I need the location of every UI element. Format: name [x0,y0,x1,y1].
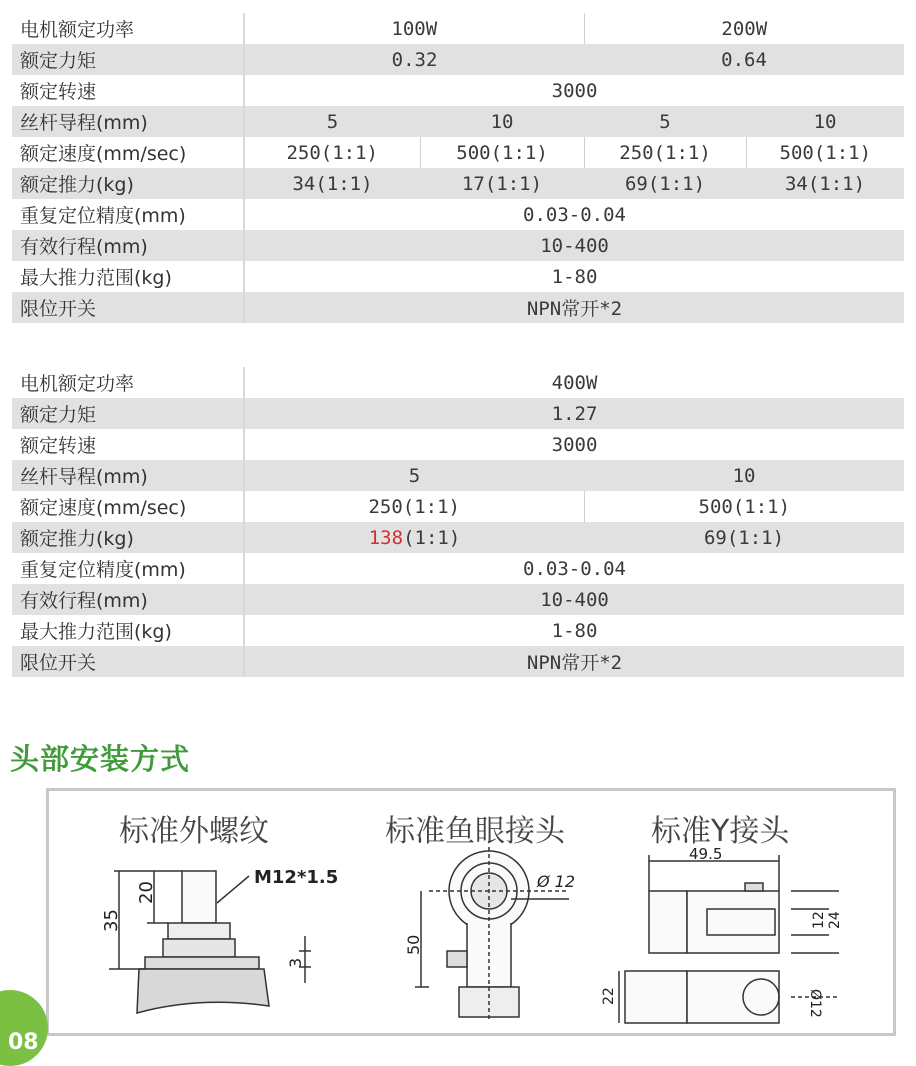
dim-20-label: 20 [136,881,157,904]
spec-cell: 400W [244,367,904,398]
spec-row [12,615,904,646]
spec-row [12,429,904,460]
spec-cell: 5 [244,460,584,491]
spec-cell: 200W [584,13,904,44]
spec-row [12,106,904,137]
spec-cell: 10 [584,460,904,491]
y-joint-title: 标准Y接头 [651,814,790,849]
spec-cell: 3000 [244,75,904,106]
highlighted-value: 138 [368,526,404,549]
spec-row-label: 电机额定功率 [12,13,244,44]
spec-row [12,522,904,553]
spec-cell: 3000 [244,429,904,460]
spec-row-label: 重复定位精度(mm) [12,199,244,230]
spec-cell: 10-400 [244,584,904,615]
thread-spec-label: M12*1.5 [254,867,339,888]
spec-row [12,261,904,292]
spec-cell: 250(1:1) [244,137,420,168]
y-dim-24-label: 24 [827,911,843,929]
fisheye-title: 标准鱼眼接头 [385,814,565,849]
spec-row [12,553,904,584]
y-dim-49-5-label: 49.5 [689,845,723,863]
spec-cell: 500(1:1) [746,137,904,168]
spec-row-label: 限位开关 [12,646,244,677]
spec-row-label: 额定转速 [12,429,244,460]
spec-row-label: 丝杆导程(mm) [12,106,244,137]
value-suffix: (1:1) [403,526,461,549]
spec-row [12,168,904,199]
spec-cell: 1-80 [244,615,904,646]
mounting-diagrams-panel [46,788,896,1036]
spec-row-label: 电机额定功率 [12,367,244,398]
spec-cell: 1.27 [244,398,904,429]
spec-cell [244,522,584,553]
dim-3-label: 3 [286,957,305,968]
spec-row-label: 限位开关 [12,292,244,323]
spec-cell: 69(1:1) [584,522,904,553]
spec-row [12,460,904,491]
spec-cell: 100W [244,13,584,44]
spec-cell: 500(1:1) [420,137,584,168]
spec-cell: 34(1:1) [746,168,904,199]
spec-row-label: 额定速度(mm/sec) [12,137,244,168]
spec-cell: 5 [584,106,746,137]
spec-row [12,398,904,429]
y-dim-22-label: 22 [601,987,617,1005]
spec-row-label: 最大推力范围(kg) [12,261,244,292]
spec-row-label: 有效行程(mm) [12,584,244,615]
spec-cell: 0.03-0.04 [244,199,904,230]
spec-cell: 0.03-0.04 [244,553,904,584]
spec-row-label: 额定推力(kg) [12,522,244,553]
spec-row [12,367,904,398]
spec-row-label: 额定力矩 [12,44,244,75]
spec-row [12,75,904,106]
spec-cell: 5 [244,106,420,137]
external-thread-drawing [101,867,338,1013]
spec-cell: 1-80 [244,261,904,292]
spec-row-label: 额定转速 [12,75,244,106]
spec-cell: 0.32 [244,44,584,75]
spec-row [12,137,904,168]
spec-cell: 69(1:1) [584,168,746,199]
spec-cell: 500(1:1) [584,491,904,522]
spec-row [12,13,904,44]
spec-cell: 250(1:1) [244,491,584,522]
dim-35-label: 35 [101,909,122,932]
spec-row [12,491,904,522]
spec-cell: 10 [746,106,904,137]
spec-cell: 10 [420,106,584,137]
spec-row-label: 有效行程(mm) [12,230,244,261]
spec-row-label: 额定推力(kg) [12,168,244,199]
fisheye-drawing [404,847,575,1021]
spec-cell: 17(1:1) [420,168,584,199]
mounting-diagrams [49,791,893,1033]
spec-row-label: 最大推力范围(kg) [12,615,244,646]
spec-table-400w [12,367,904,677]
spec-cell: 250(1:1) [584,137,746,168]
spec-cell: NPN常开*2 [244,646,904,677]
spec-row [12,199,904,230]
spec-row [12,44,904,75]
y-diameter-label: Ø12 [807,989,823,1018]
spec-row [12,584,904,615]
page-number: 08 [8,1030,39,1055]
section-title-head-mounting: 头部安装方式 [10,742,191,776]
spec-row-label: 重复定位精度(mm) [12,553,244,584]
spec-row [12,230,904,261]
y-dim-12-label: 12 [811,911,827,929]
fisheye-dim-50-label: 50 [404,934,423,955]
external-thread-title: 标准外螺纹 [119,814,269,849]
spec-row-label: 额定力矩 [12,398,244,429]
fisheye-diameter-label: Ø 12 [537,872,576,891]
spec-table-100w-200w [12,13,904,323]
spec-cell: NPN常开*2 [244,292,904,323]
spec-cell: 0.64 [584,44,904,75]
spec-row [12,292,904,323]
spec-row [12,646,904,677]
spec-cell: 10-400 [244,230,904,261]
spec-row-label: 丝杆导程(mm) [12,460,244,491]
y-joint-drawing [601,845,843,1023]
spec-row-label: 额定速度(mm/sec) [12,491,244,522]
spec-cell: 34(1:1) [244,168,420,199]
